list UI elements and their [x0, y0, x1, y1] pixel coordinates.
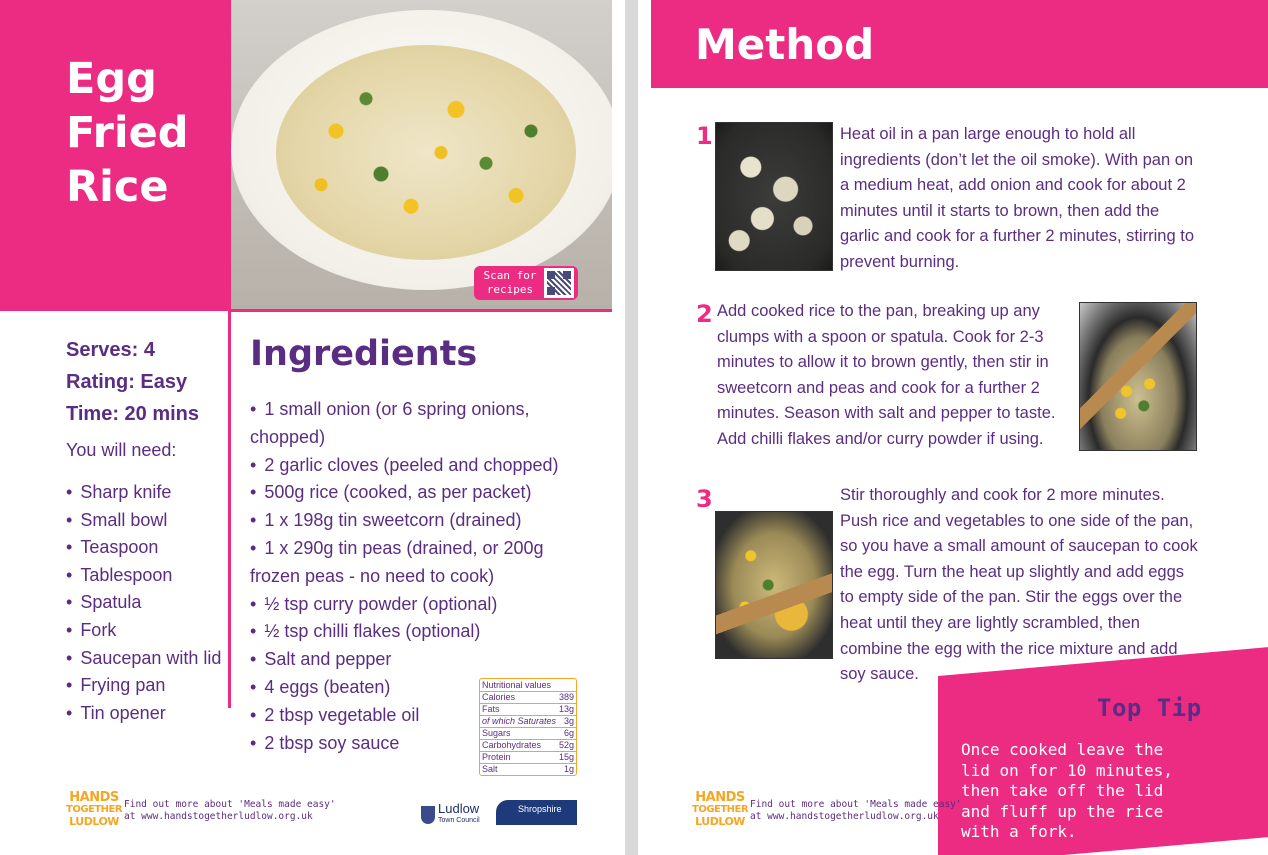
shropshire-logo-text: Shropshire	[518, 804, 562, 814]
nutrition-value: 1g	[563, 764, 574, 774]
ludlow-council-logo	[421, 803, 489, 827]
list-item: • Teaspoon	[66, 534, 226, 562]
recipe-title-line: Egg	[66, 54, 157, 104]
list-item: • 1 x 290g tin peas (drained, or 200g frozen peas - no need to cook)	[250, 535, 590, 591]
rating-label: Rating: Easy	[66, 371, 188, 393]
footer-link[interactable]: at www.handstogetherludlow.org.uk	[124, 811, 313, 822]
logo-text: LUDLOW	[695, 815, 745, 828]
step-number: 1	[696, 122, 713, 150]
equipment-heading: You will need:	[66, 440, 177, 460]
step-number: 2	[696, 300, 713, 328]
page-gutter	[612, 0, 625, 855]
list-item: • Tablespoon	[66, 562, 226, 590]
nutrition-label: Calories	[482, 692, 516, 702]
nutrition-label: Salt	[482, 764, 498, 774]
recipe-page-right	[651, 0, 1268, 855]
hands-together-logo	[692, 792, 748, 828]
method-heading: Method	[695, 20, 875, 69]
nutrition-value: 389	[558, 692, 574, 702]
logo-text: HANDS	[69, 790, 119, 805]
page-gutter	[625, 0, 638, 855]
footer-line: Find out more about 'Meals made easy'	[750, 799, 962, 810]
table-row	[480, 764, 576, 775]
table-row	[480, 716, 576, 728]
nutrition-label: Carbohydrates	[482, 740, 542, 750]
table-row	[480, 752, 576, 764]
list-item: • Small bowl	[66, 507, 226, 535]
page-gutter	[638, 0, 651, 855]
serves-label: Serves: 4	[66, 339, 155, 361]
list-item: • 4 eggs (beaten)	[250, 674, 590, 702]
list-item: • 2 garlic cloves (peeled and chopped)	[250, 452, 590, 480]
step-2-text: Add cooked rice to the pan, breaking up any clumps with a spoon or spatula. Cook for 2-3 minutes to allow it to brown gently, then stir in sweetcorn and peas and cook for a further 2 minutes. Season with salt and pepper to taste. Add chilli flakes and/or curry powder if using.	[717, 302, 1056, 448]
list-item: • 2 tbsp soy sauce	[250, 730, 590, 758]
logo-text: TOGETHER	[66, 804, 123, 815]
recipe-page-left	[0, 0, 612, 855]
ingredients-heading: Ingredients	[250, 334, 478, 374]
nutrition-heading: Nutritional values	[480, 679, 576, 692]
recipe-title-line: Rice	[66, 162, 169, 212]
fried-rice-image	[276, 45, 576, 260]
step-1-photo	[715, 122, 833, 271]
bowl-image	[231, 10, 612, 290]
step-3-text: Stir thoroughly and cook for 2 more minutes. Push rice and vegetables to one side of the pan, so you have a small amount of saucepan to cook the egg. Turn the heat up slightly and add eggs to empty side of the pan. Stir the eggs over the heat until they are lightly scrambled, then combine the egg with the rice mixture and add soy sauce.	[840, 486, 1198, 684]
list-item: • ½ tsp curry powder (optional)	[250, 591, 590, 619]
list-item: • 500g rice (cooked, as per packet)	[250, 479, 590, 507]
dish-photo	[231, 0, 612, 309]
nutrition-value: 13g	[558, 704, 574, 714]
table-row	[480, 692, 576, 704]
nutrition-value: 52g	[558, 740, 574, 750]
time-label: Time: 20 mins	[66, 403, 200, 425]
step-1-text: Heat oil in a pan large enough to hold all ingredients (don’t let the oil smoke). With pan on a medium heat, add onion and cook for about 2 minutes until it starts to brown, then add the garlic and cook for a further 2 minutes, stirring to prevent burning.	[840, 125, 1194, 271]
table-row	[480, 740, 576, 752]
step-number: 3	[696, 485, 713, 513]
top-tip-text: Once cooked leave the lid on for 10 minutes, then take off the lid and fluff up the rice with a fork.	[961, 740, 1173, 841]
qr-code-icon[interactable]	[544, 268, 574, 298]
list-item: • Tin opener	[66, 700, 226, 728]
footer-link[interactable]: at www.handstogetherludlow.org.uk	[750, 811, 939, 822]
nutrition-label: Sugars	[482, 728, 511, 738]
nutrition-label: Fats	[482, 704, 500, 714]
list-item: • ½ tsp chilli flakes (optional)	[250, 618, 590, 646]
scan-for-recipes-badge[interactable]	[474, 266, 578, 300]
equipment-list	[66, 479, 226, 727]
logo-text: HANDS	[695, 790, 745, 805]
nutrition-value: 6g	[563, 728, 574, 738]
list-item: • Spatula	[66, 589, 226, 617]
recipe-info	[66, 334, 226, 727]
table-row	[480, 728, 576, 740]
step-2-photo	[1079, 302, 1197, 451]
footer-text	[750, 799, 962, 823]
list-item: • Sharp knife	[66, 479, 226, 507]
recipe-title-line: Fried	[66, 108, 189, 158]
divider	[228, 311, 231, 708]
ludlow-sub: Town Council	[438, 817, 480, 824]
list-item: • Fork	[66, 617, 226, 645]
method-banner	[651, 0, 1268, 88]
hands-together-logo	[66, 792, 122, 828]
list-item: • 1 x 198g tin sweetcorn (drained)	[250, 507, 590, 535]
nutrition-value: 15g	[558, 752, 574, 762]
list-item: • Salt and pepper	[250, 646, 590, 674]
shield-icon	[421, 806, 435, 824]
shropshire-council-logo	[496, 800, 577, 825]
table-row	[480, 704, 576, 716]
list-item: • 2 tbsp vegetable oil	[250, 702, 590, 730]
list-item: • Frying pan	[66, 672, 226, 700]
logo-text: LUDLOW	[69, 815, 119, 828]
nutrition-value: 3g	[563, 716, 574, 726]
recipe-title	[66, 52, 189, 214]
divider	[231, 309, 612, 312]
top-tip-heading: Top Tip	[1097, 694, 1202, 722]
ludlow-logo-text	[438, 803, 480, 827]
scan-label: Scan for recipes	[483, 269, 537, 296]
nutrition-label: of which Saturates	[482, 716, 557, 726]
list-item: • Saucepan with lid	[66, 645, 226, 673]
step-3-photo	[715, 511, 833, 659]
footer-line: Find out more about 'Meals made easy'	[124, 799, 336, 810]
nutrition-label: Protein	[482, 752, 511, 762]
footer-text	[124, 799, 336, 823]
nutrition-table	[479, 678, 577, 776]
title-block	[0, 0, 231, 311]
logo-text: TOGETHER	[692, 804, 749, 815]
ludlow-name: Ludlow	[438, 801, 480, 816]
list-item: • 1 small onion (or 6 spring onions, chopped)	[250, 396, 590, 452]
